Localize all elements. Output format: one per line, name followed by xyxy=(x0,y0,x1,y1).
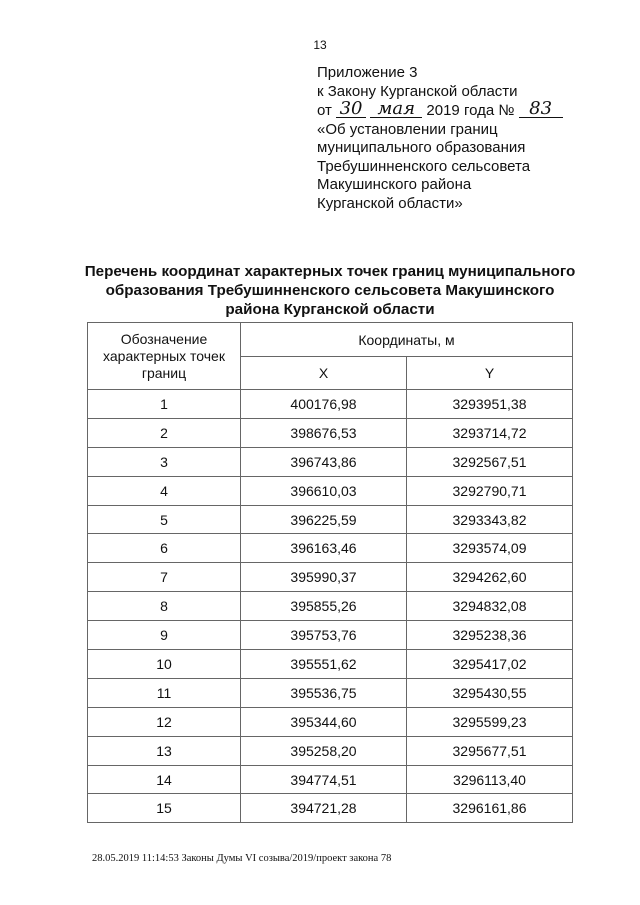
point-number-cell: 8 xyxy=(88,592,241,621)
x-coordinate-cell: 395753,76 xyxy=(241,621,407,650)
point-number-cell: 9 xyxy=(88,621,241,650)
x-coordinate-cell: 394721,28 xyxy=(241,794,407,823)
x-coordinate-cell: 394774,51 xyxy=(241,765,407,794)
coordinates-rows xyxy=(88,390,573,823)
table-row xyxy=(88,390,573,419)
table-row xyxy=(88,592,573,621)
table-row xyxy=(88,505,573,534)
y-coordinate-cell: 3295238,36 xyxy=(407,621,573,650)
table-row xyxy=(88,476,573,505)
table-row xyxy=(88,794,573,823)
title-line-3: района Курганской области xyxy=(225,301,435,318)
table-row xyxy=(88,447,573,476)
appendix-title: Приложение 3 xyxy=(317,64,418,81)
coordinates-table xyxy=(87,322,573,823)
point-number-cell: 10 xyxy=(88,650,241,679)
y-coordinate-cell: 3292567,51 xyxy=(407,447,573,476)
point-number-cell: 12 xyxy=(88,707,241,736)
x-coordinate-cell: 396743,86 xyxy=(241,447,407,476)
handwritten-month: мая xyxy=(370,101,422,118)
x-coordinate-cell: 400176,98 xyxy=(241,390,407,419)
x-coordinate-cell: 395855,26 xyxy=(241,592,407,621)
table-row xyxy=(88,707,573,736)
title-line-1: Перечень координат характерных точек границ муниципального xyxy=(84,263,576,280)
y-coordinate-cell: 3293714,72 xyxy=(407,418,573,447)
appendix-law-title-5: Курганской области» xyxy=(317,194,463,212)
x-coordinate-cell: 398676,53 xyxy=(241,418,407,447)
table-row xyxy=(88,621,573,650)
handwritten-day: 30 xyxy=(336,101,366,118)
x-coordinate-cell: 396225,59 xyxy=(241,505,407,534)
point-number-cell: 4 xyxy=(88,476,241,505)
point-number-cell: 2 xyxy=(88,418,241,447)
x-coordinate-cell: 395551,62 xyxy=(241,650,407,679)
y-coordinate-cell: 3294832,08 xyxy=(407,592,573,621)
y-coordinate-cell: 3295430,55 xyxy=(407,678,573,707)
appendix-date-line xyxy=(317,98,563,121)
point-number-cell: 13 xyxy=(88,736,241,765)
x-coordinate-cell: 396163,46 xyxy=(241,534,407,563)
y-coordinate-cell: 3295677,51 xyxy=(407,736,573,765)
page-number: 13 xyxy=(313,38,327,52)
appendix-header xyxy=(317,64,563,213)
appendix-law-title-3: Требушинненского сельсовета xyxy=(317,157,531,175)
appendix-law-title-1: «Об установлении границ xyxy=(317,120,498,138)
table-row xyxy=(88,563,573,592)
table-row xyxy=(88,765,573,794)
table-row xyxy=(88,678,573,707)
x-header: X xyxy=(241,357,407,390)
date-year-text: 2019 года № xyxy=(426,102,515,119)
document-title xyxy=(60,262,600,319)
point-number-cell: 11 xyxy=(88,678,241,707)
y-coordinate-cell: 3293574,09 xyxy=(407,534,573,563)
point-number-cell: 14 xyxy=(88,765,241,794)
table-row xyxy=(88,418,573,447)
y-coordinate-cell: 3295599,23 xyxy=(407,707,573,736)
table-row xyxy=(88,650,573,679)
appendix-law-ref: к Закону Курганской области xyxy=(317,82,518,100)
point-number-cell: 7 xyxy=(88,563,241,592)
y-coordinate-cell: 3294262,60 xyxy=(407,563,573,592)
table-row xyxy=(88,736,573,765)
point-number-cell: 3 xyxy=(88,447,241,476)
y-coordinate-cell: 3296161,86 xyxy=(407,794,573,823)
appendix-law-title-2: муниципального образования xyxy=(317,139,526,156)
handwritten-law-number: 83 xyxy=(519,101,563,118)
y-coordinate-cell: 3296113,40 xyxy=(407,765,573,794)
point-number-cell: 6 xyxy=(88,534,241,563)
point-label-header: Обозначение характерных точек границ xyxy=(88,323,241,390)
y-coordinate-cell: 3293951,38 xyxy=(407,390,573,419)
y-header: Y xyxy=(407,357,573,390)
point-number-cell: 5 xyxy=(88,505,241,534)
coordinates-header: Координаты, м xyxy=(241,323,573,357)
y-coordinate-cell: 3293343,82 xyxy=(407,505,573,534)
x-coordinate-cell: 395990,37 xyxy=(241,563,407,592)
y-coordinate-cell: 3295417,02 xyxy=(407,650,573,679)
x-coordinate-cell: 395344,60 xyxy=(241,707,407,736)
footer-stamp: 28.05.2019 11:14:53 Законы Думы VI созыва/2019/проект закона 78 xyxy=(92,853,392,864)
x-coordinate-cell: 395536,75 xyxy=(241,678,407,707)
point-number-cell: 1 xyxy=(88,390,241,419)
x-coordinate-cell: 395258,20 xyxy=(241,736,407,765)
title-line-2: образования Требушинненского сельсовета Макушинского xyxy=(105,282,555,299)
table-row xyxy=(88,534,573,563)
point-number-cell: 15 xyxy=(88,794,241,823)
date-from-label: от xyxy=(317,102,332,119)
y-coordinate-cell: 3292790,71 xyxy=(407,476,573,505)
appendix-law-title-4: Макушинского района xyxy=(317,176,472,193)
x-coordinate-cell: 396610,03 xyxy=(241,476,407,505)
